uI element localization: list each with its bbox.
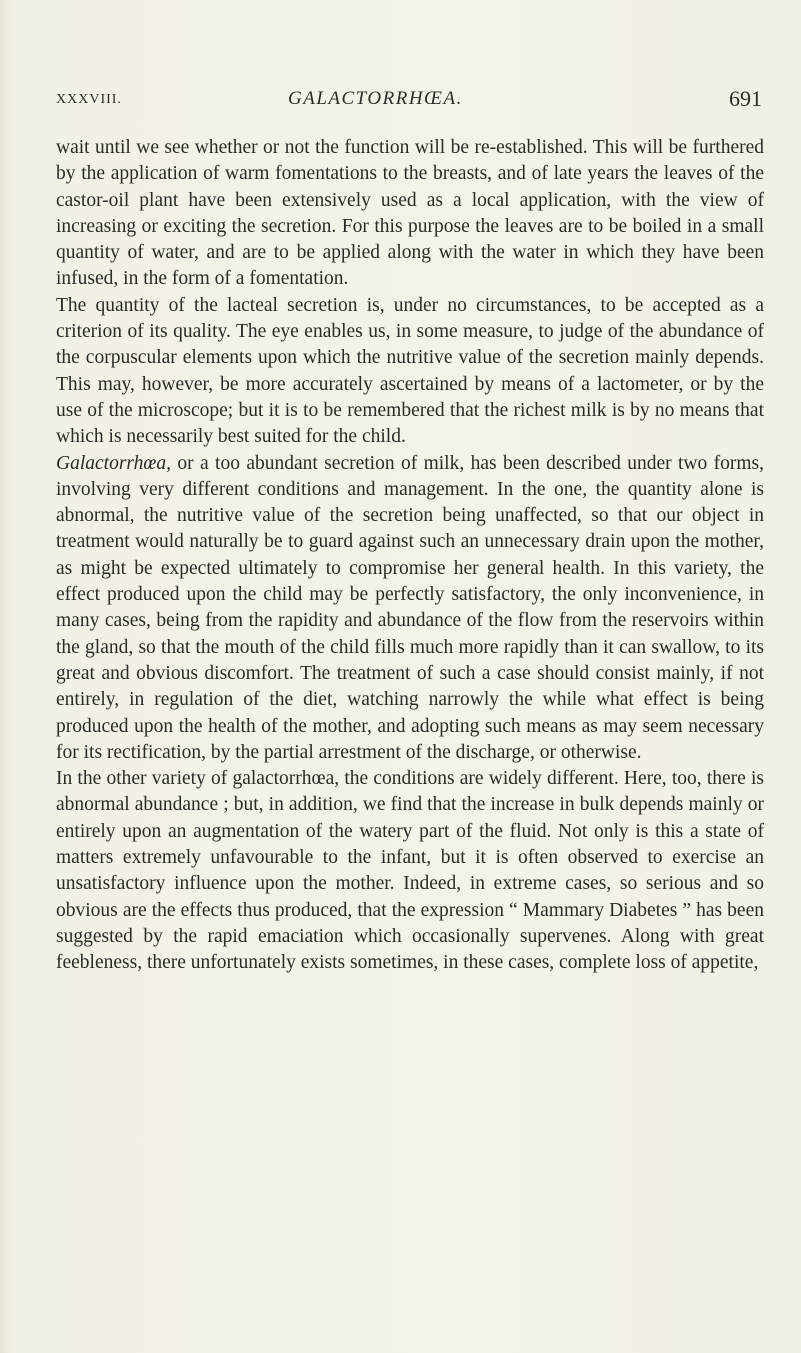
paragraph: In the other variety of galactorrhœa, the conditions are widely different. Here, too, there is abnormal abundance ; but, in addition, we find that the increase in bulk depends mainly or entirely upon an augmentation of the watery part of the fluid. Not only is this a state of matters extremely unfavourable to the infant, but it is often observed to exercise an unsatisfactory influence upon the mother. Indeed, in extreme cases, so serious and so obvious are the effects thus produced, that the expression “ Mammary Diabetes ” has been suggested by the rapid emaciation which occasionally supervenes. Along with great feebleness, there unfortunately exists sometimes, in these cases, complete loss of appetite, bbox=[56, 768, 764, 974]
running-header bbox=[56, 88, 762, 118]
italic-term: Galactorrhœa, bbox=[56, 452, 172, 474]
body-text bbox=[56, 135, 764, 977]
running-title: GALACTORRHŒA. bbox=[288, 88, 463, 109]
page-number: 691 bbox=[729, 86, 762, 111]
paragraph: wait until we see whether or not the function will be re-established. This will be furthered by the application of warm fomentations to the breasts, and of late years the leaves of the castor-oil plant have been extensively used as a local application, with the view of increasing or exciting the secretion. For this purpose the leaves are to be boiled in a small quantity of water, and are to be applied along with the water in which they have been infused, in the form of a fomentation. bbox=[56, 137, 764, 290]
paragraph: Galactorrhœa, or a too abundant secretion of milk, has been described under two forms, involving very different conditions and management. In the one, the quantity alone is abnormal, the nutritive value of the secretion being unaffected, so that our object in treatment would naturally be to guard against such an unnecessary drain upon the mother, as might be expected ultimately to compromise her general health. In this variety, the effect produced upon the child may be perfectly satisfactory, the only inconvenience, in many cases, being from the rapidity and abundance of the flow from the reservoirs within the gland, so that the mouth of the child fills much more rapidly than it can swallow, to its great and obvious discomfort. The treatment of such a case should consist mainly, if not entirely, in regulation of the diet, watching narrowly the while what effect is being produced upon the health of the mother, and adopting such means as may seem necessary for its rectification, by the partial arrestment of the discharge, or otherwise. bbox=[56, 452, 764, 763]
paragraph: The quantity of the lacteal secretion is, under no circumstances, to be accepted as a criterion of its quality. The eye enables us, in some measure, to judge of the abundance of the corpuscular elements upon which the nutritive value of the secretion mainly depends. This may, however, be more accurately ascertained by means of a lactometer, or by the use of the microscope; but it is to be remembered that the richest milk is by no means that which is necessarily best suited for the child. bbox=[56, 294, 764, 448]
chapter-number: XXXVIII. bbox=[56, 92, 122, 107]
